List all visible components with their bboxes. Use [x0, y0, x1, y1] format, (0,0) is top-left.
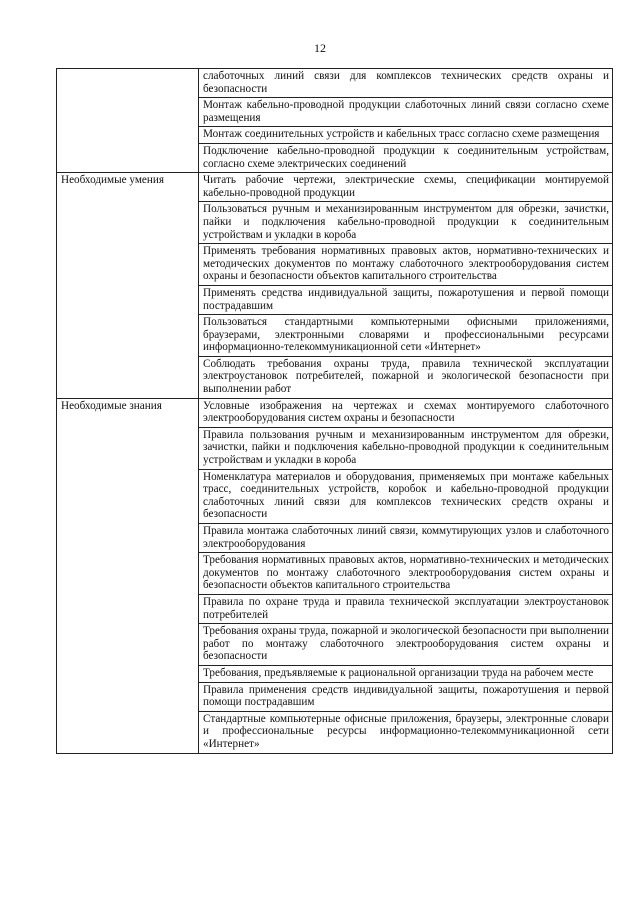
table-row	[57, 398, 613, 427]
knowledge-item: Правила по охране труда и правила технической эксплуатации электроустановок потребителей	[199, 594, 613, 623]
continuation-label-cell	[57, 69, 199, 173]
knowledge-item: Правила пользования ручным и механизированным инструментом для обрезки, зачистки, пайки и подключения кабельно-проводной продукции к соединительным устройствам и укладки в короба	[199, 427, 613, 469]
page-number: 12	[314, 41, 326, 55]
knowledge-item: Требования охраны труда, пожарной и экологической безопасности при выполнении работ по монтажу слаботочного электрооборудования систем охраны и безопасности	[199, 624, 613, 666]
labor-action-item: Подключение кабельно-проводной продукции к соединительным устройствам, согласно схеме электрических соединений	[199, 143, 613, 172]
skill-item: Применять требования нормативных правовых актов, нормативно-технических и методических документов по монтажу слаботочного электрооборудования систем охраны и безопасности объектов капитального строительства	[199, 244, 613, 286]
knowledge-item: Правила монтажа слаботочных линий связи, коммутирующих узлов и слаботочного электрооборудования	[199, 524, 613, 553]
labor-action-item: слаботочных линий связи для комплексов технических средств охраны и безопасности	[199, 69, 613, 98]
labor-action-item: Монтаж кабельно-проводной продукции слаботочных линий связи согласно схеме размещения	[199, 98, 613, 127]
skill-item: Применять средства индивидуальной защиты, пожаротушения и первой помощи пострадавшим	[199, 285, 613, 314]
table-row	[57, 69, 613, 98]
skills-label: Необходимые умения	[57, 173, 199, 399]
skill-item: Пользоваться ручным и механизированным инструментом для обрезки, зачистки, пайки и подключения кабельно-проводной продукции к соединительным устройствам и укладки в короба	[199, 202, 613, 244]
labor-action-item: Монтаж соединительных устройств и кабельных трасс согласно схеме размещения	[199, 127, 613, 144]
competency-table	[56, 68, 613, 754]
skill-item: Соблюдать требования охраны труда, правила технической эксплуатации электроустановок потребителей, пожарной и экологической безопасности при выполнении работ	[199, 356, 613, 398]
knowledge-item: Номенклатура материалов и оборудования, применяемых при монтаже кабельных трасс, соединительных устройств, коробок и кабельно-проводной продукции слаботочных линий связи для комплексов технических средств охраны и безопасности	[199, 469, 613, 523]
knowledge-item: Стандартные компьютерные офисные приложения, браузеры, электронные словари и профессиональные ресурсы информационно-телекоммуникационной сети «Интернет»	[199, 711, 613, 753]
skill-item: Читать рабочие чертежи, электрические схемы, спецификации монтируемой кабельно-проводной продукции	[199, 173, 613, 202]
skill-item: Пользоваться стандартными компьютерными офисными приложениями, браузерами, электронными словарями и профессиональными ресурсами информационно-телекоммуникационной сети «Интернет»	[199, 315, 613, 357]
knowledge-item: Условные изображения на чертежах и схемах монтируемого слаботочного электрооборудования систем охраны и безопасности	[199, 398, 613, 427]
knowledge-label: Необходимые знания	[57, 398, 199, 753]
knowledge-item: Правила применения средств индивидуальной защиты, пожаротушения и первой помощи пострадавшим	[199, 682, 613, 711]
knowledge-item: Требования нормативных правовых актов, нормативно-технических и методических документов по монтажу слаботочного электрооборудования систем охраны и безопасности объектов капитального строительства	[199, 553, 613, 595]
table-row	[57, 173, 613, 202]
knowledge-item: Требования, предъявляемые к рациональной организации труда на рабочем месте	[199, 665, 613, 682]
